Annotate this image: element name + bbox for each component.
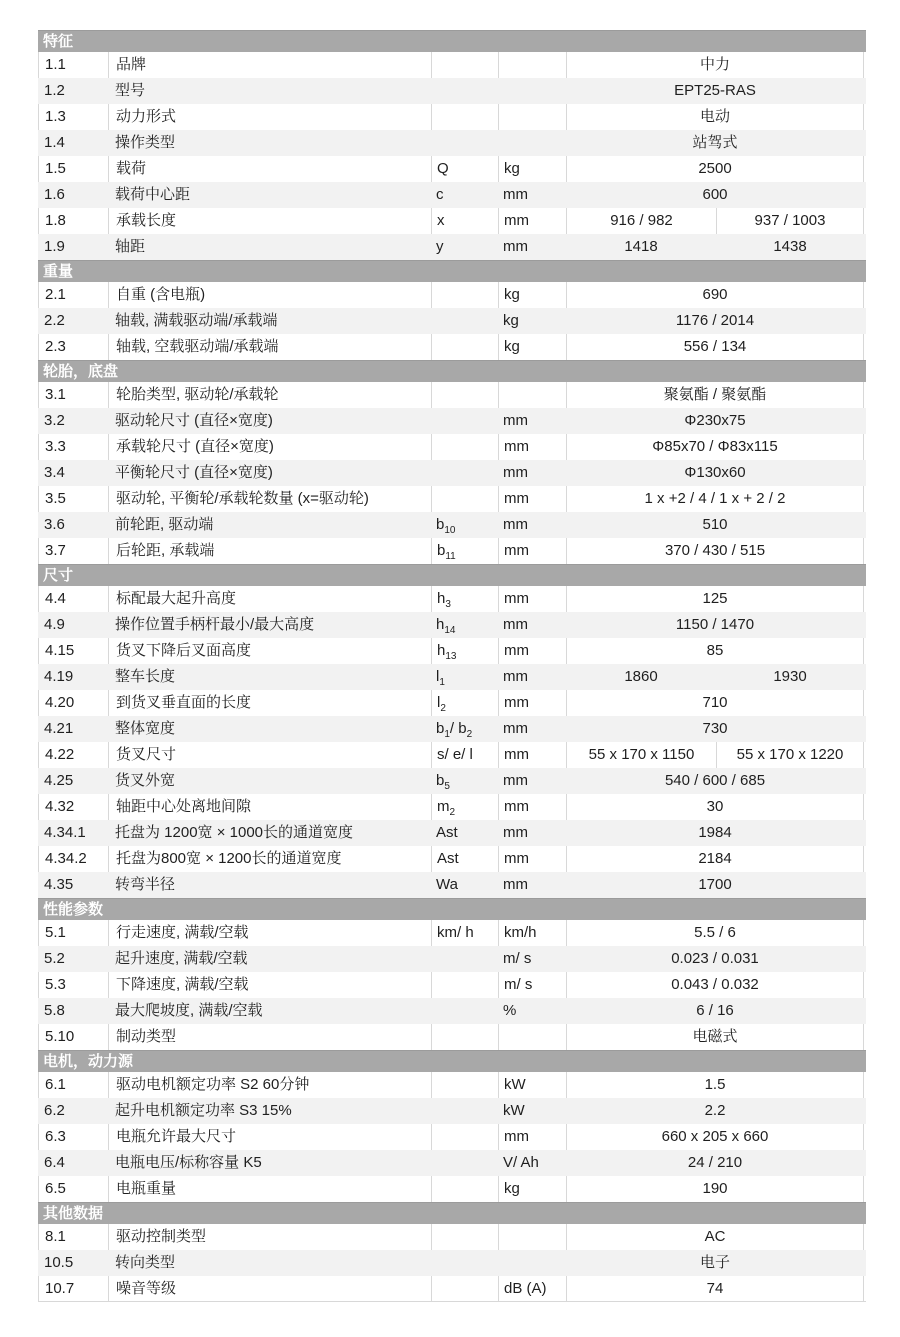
spec-row bbox=[38, 78, 866, 104]
spec-value: 125 bbox=[566, 586, 864, 612]
spec-symbol bbox=[431, 1276, 498, 1301]
spec-unit: % bbox=[503, 1002, 517, 1019]
spec-index: 6.4 bbox=[44, 1154, 65, 1171]
section-header: 电机，动力源 bbox=[38, 1050, 866, 1072]
spec-index: 2.1 bbox=[38, 282, 108, 308]
spec-symbol bbox=[431, 1124, 498, 1150]
spec-unit: mm bbox=[503, 772, 528, 789]
spec-value: 0.043 / 0.032 bbox=[566, 972, 864, 998]
spec-index: 1.3 bbox=[38, 104, 108, 130]
spec-value: 937 / 1003 bbox=[716, 208, 864, 234]
spec-unit: mm bbox=[498, 690, 566, 716]
spec-unit: mm bbox=[503, 412, 528, 429]
spec-symbol: $m_2$ bbox=[431, 794, 498, 820]
spec-label: 驱动电机额定功率 S2 60分钟 bbox=[108, 1072, 431, 1098]
spec-row bbox=[38, 1024, 866, 1050]
spec-value: 540 / 600 / 685 bbox=[664, 772, 766, 789]
spec-value: 1930 bbox=[773, 668, 807, 685]
spec-row bbox=[38, 382, 866, 408]
spec-label: 载荷 bbox=[108, 156, 431, 182]
spec-value: 2500 bbox=[566, 156, 864, 182]
spec-label: 托盘为 1200宽 × 1000长的通道宽度 bbox=[115, 824, 354, 841]
spec-row bbox=[38, 460, 866, 486]
spec-row bbox=[38, 972, 866, 998]
spec-label: 自重 (含电瓶) bbox=[108, 282, 431, 308]
spec-value: 6 / 16 bbox=[696, 1002, 734, 1019]
spec-row bbox=[38, 234, 866, 260]
section-header: 轮胎，底盘 bbox=[38, 360, 866, 382]
spec-symbol: s/ e/ l bbox=[431, 742, 498, 768]
spec-symbol bbox=[431, 460, 498, 486]
spec-index: 1.1 bbox=[38, 52, 108, 78]
spec-symbol bbox=[431, 434, 498, 460]
spec-row bbox=[38, 1072, 866, 1098]
spec-value: 1418 bbox=[624, 238, 658, 255]
spec-label: 行走速度, 满载/空载 bbox=[108, 920, 431, 946]
spec-symbol bbox=[431, 52, 498, 78]
section-header: 其他数据 bbox=[38, 1202, 866, 1224]
spec-label: 驱动轮, 平衡轮/承载轮数量 (x=驱动轮) bbox=[108, 486, 431, 512]
spec-label: 货叉下降后叉面高度 bbox=[108, 638, 431, 664]
spec-label: 轴载, 空载驱动端/承载端 bbox=[108, 334, 431, 360]
spec-index: 10.5 bbox=[44, 1254, 74, 1271]
spec-label: 品牌 bbox=[108, 52, 431, 78]
spec-index: 5.1 bbox=[38, 920, 108, 946]
spec-symbol bbox=[431, 334, 498, 360]
spec-symbol bbox=[431, 946, 498, 972]
spec-unit: mm bbox=[498, 1124, 566, 1150]
spec-value: 1 x +2 / 4 / 1 x + 2 / 2 bbox=[566, 486, 864, 512]
spec-symbol: $b_1/$ $b_2$ bbox=[436, 720, 473, 740]
spec-row bbox=[38, 920, 866, 946]
spec-row bbox=[38, 1124, 866, 1150]
spec-index: 8.1 bbox=[38, 1224, 108, 1250]
spec-label: 承载长度 bbox=[108, 208, 431, 234]
spec-index: 2.3 bbox=[38, 334, 108, 360]
spec-value: 710 bbox=[566, 690, 864, 716]
spec-value: 660 x 205 x 660 bbox=[566, 1124, 864, 1150]
spec-index: 1.4 bbox=[44, 134, 65, 151]
spec-row bbox=[38, 690, 866, 716]
spec-row bbox=[38, 486, 866, 512]
spec-label: 最大爬坡度, 满载/空载 bbox=[115, 1002, 263, 1019]
spec-unit: mm bbox=[498, 586, 566, 612]
spec-unit: mm bbox=[498, 742, 566, 768]
spec-index: 6.2 bbox=[44, 1102, 65, 1119]
spec-row bbox=[38, 1150, 866, 1176]
spec-value: Φ85x70 / Φ83x115 bbox=[566, 434, 864, 460]
spec-value: 1860 bbox=[624, 668, 658, 685]
spec-value: AC bbox=[566, 1224, 864, 1250]
section-header: 性能参数 bbox=[38, 898, 866, 920]
spec-unit: mm bbox=[503, 186, 528, 203]
spec-label: 承载轮尺寸 (直径×宽度) bbox=[108, 434, 431, 460]
spec-label: 前轮距, 驱动端 bbox=[115, 516, 214, 533]
spec-row bbox=[38, 998, 866, 1024]
spec-index: 6.3 bbox=[38, 1124, 108, 1150]
spec-symbol: $b_{10}$ bbox=[436, 516, 456, 536]
spec-row bbox=[38, 794, 866, 820]
spec-symbol: $b_{11}$ bbox=[431, 538, 498, 564]
spec-label: 电瓶重量 bbox=[108, 1176, 431, 1202]
spec-symbol: y bbox=[436, 238, 444, 255]
spec-symbol: Ast bbox=[436, 824, 458, 841]
spec-row bbox=[38, 872, 866, 898]
spec-symbol bbox=[431, 282, 498, 308]
spec-unit: mm bbox=[498, 638, 566, 664]
spec-unit: kW bbox=[503, 1102, 525, 1119]
spec-value: 2.2 bbox=[704, 1102, 726, 1119]
spec-value: 74 bbox=[566, 1276, 864, 1301]
spec-row bbox=[38, 946, 866, 972]
spec-unit: mm bbox=[498, 434, 566, 460]
spec-index: 3.4 bbox=[44, 464, 65, 481]
spec-symbol: Q bbox=[431, 156, 498, 182]
spec-symbol bbox=[431, 104, 498, 130]
spec-label: 转向类型 bbox=[115, 1254, 176, 1271]
spec-unit bbox=[498, 52, 566, 78]
spec-value: 5.5 / 6 bbox=[566, 920, 864, 946]
spec-symbol: $b_5$ bbox=[436, 772, 450, 792]
spec-unit bbox=[498, 130, 566, 156]
spec-unit: mm bbox=[503, 516, 528, 533]
spec-value: 55 x 170 x 1150 bbox=[566, 742, 716, 768]
spec-value: 690 bbox=[566, 282, 864, 308]
spec-unit: mm bbox=[498, 208, 566, 234]
spec-symbol: $h_{14}$ bbox=[436, 616, 456, 636]
spec-label: 轴载, 满载驱动端/承载端 bbox=[115, 312, 278, 329]
spec-value: 1176 / 2014 bbox=[675, 312, 755, 329]
spec-label: 起升电机额定功率 S3 15% bbox=[115, 1102, 292, 1119]
spec-index: 1.6 bbox=[44, 186, 65, 203]
spec-label: 到货叉垂直面的长度 bbox=[108, 690, 431, 716]
spec-value: EPT25-RAS bbox=[674, 82, 756, 99]
spec-unit: kg bbox=[498, 1176, 566, 1202]
spec-symbol: $l_2$ bbox=[431, 690, 498, 716]
spec-index: 4.20 bbox=[38, 690, 108, 716]
spec-index: 4.4 bbox=[38, 586, 108, 612]
spec-symbol: Wa bbox=[436, 876, 458, 893]
spec-value: 站驾式 bbox=[692, 134, 738, 151]
spec-value: 370 / 430 / 515 bbox=[566, 538, 864, 564]
spec-symbol bbox=[431, 1176, 498, 1202]
spec-unit: m/ s bbox=[498, 972, 566, 998]
spec-index: 4.21 bbox=[44, 720, 74, 737]
spec-symbol: $h_{13}$ bbox=[431, 638, 498, 664]
spec-value: 556 / 134 bbox=[566, 334, 864, 360]
spec-label: 驱动控制类型 bbox=[108, 1224, 431, 1250]
spec-value: 1984 bbox=[698, 824, 732, 841]
spec-symbol: km/ h bbox=[431, 920, 498, 946]
spec-label: 轴距中心处离地间隙 bbox=[108, 794, 431, 820]
spec-row bbox=[38, 586, 866, 612]
spec-label: 轴距 bbox=[115, 238, 146, 255]
spec-unit: mm bbox=[503, 668, 528, 685]
spec-unit: mm bbox=[503, 238, 528, 255]
spec-symbol bbox=[431, 1150, 498, 1176]
spec-symbol bbox=[431, 408, 498, 434]
spec-unit: mm bbox=[503, 876, 528, 893]
spec-symbol bbox=[431, 382, 498, 408]
spec-unit: kW bbox=[498, 1072, 566, 1098]
spec-label: 标配最大起升高度 bbox=[108, 586, 431, 612]
spec-index: 1.2 bbox=[44, 82, 65, 99]
spec-index: 3.6 bbox=[44, 516, 65, 533]
spec-symbol bbox=[431, 308, 498, 334]
spec-index: 6.1 bbox=[38, 1072, 108, 1098]
spec-unit bbox=[498, 78, 566, 104]
spec-row bbox=[38, 820, 866, 846]
spec-row bbox=[38, 408, 866, 434]
spec-label: 整体宽度 bbox=[115, 720, 176, 737]
spec-row bbox=[38, 612, 866, 638]
spec-unit: mm bbox=[503, 824, 528, 841]
spec-label: 制动类型 bbox=[108, 1024, 431, 1050]
spec-row bbox=[38, 308, 866, 334]
spec-label: 转弯半径 bbox=[115, 876, 176, 893]
spec-symbol: $h_3$ bbox=[431, 586, 498, 612]
spec-label: 操作类型 bbox=[115, 134, 176, 151]
spec-index: 1.5 bbox=[38, 156, 108, 182]
spec-symbol bbox=[431, 486, 498, 512]
spec-index: 10.7 bbox=[38, 1276, 108, 1301]
spec-row bbox=[38, 434, 866, 460]
spec-value: 中力 bbox=[566, 52, 864, 78]
spec-symbol: Ast bbox=[431, 846, 498, 872]
spec-unit: dB (A) bbox=[498, 1276, 566, 1301]
spec-row bbox=[38, 282, 866, 308]
spec-value: 1700 bbox=[698, 876, 732, 893]
spec-index: 3.5 bbox=[38, 486, 108, 512]
spec-row bbox=[38, 1276, 866, 1302]
spec-value: 55 x 170 x 1220 bbox=[716, 742, 864, 768]
spec-row bbox=[38, 768, 866, 794]
spec-index: 4.15 bbox=[38, 638, 108, 664]
spec-symbol bbox=[431, 972, 498, 998]
spec-unit: kg bbox=[498, 156, 566, 182]
spec-label: 噪音等级 bbox=[108, 1276, 431, 1301]
spec-symbol bbox=[431, 1250, 498, 1276]
spec-symbol: c bbox=[436, 186, 444, 203]
spec-unit bbox=[498, 1224, 566, 1250]
spec-value: Φ130x60 bbox=[684, 464, 746, 481]
spec-unit: mm bbox=[498, 794, 566, 820]
spec-row bbox=[38, 334, 866, 360]
spec-unit: kg bbox=[498, 282, 566, 308]
spec-index: 2.2 bbox=[44, 312, 65, 329]
spec-label: 货叉尺寸 bbox=[108, 742, 431, 768]
spec-value: 1150 / 1470 bbox=[675, 616, 755, 633]
spec-row bbox=[38, 1176, 866, 1202]
spec-index: 5.2 bbox=[44, 950, 65, 967]
spec-label: 后轮距, 承载端 bbox=[108, 538, 431, 564]
spec-symbol bbox=[431, 1072, 498, 1098]
spec-unit: kg bbox=[503, 312, 519, 329]
spec-index: 4.35 bbox=[44, 876, 74, 893]
spec-label: 轮胎类型, 驱动轮/承载轮 bbox=[108, 382, 431, 408]
spec-value: 电磁式 bbox=[566, 1024, 864, 1050]
spec-unit bbox=[498, 1250, 566, 1276]
spec-unit: kg bbox=[498, 334, 566, 360]
spec-unit: mm bbox=[498, 846, 566, 872]
spec-symbol bbox=[431, 998, 498, 1024]
spec-value: 2184 bbox=[566, 846, 864, 872]
spec-label: 动力形式 bbox=[108, 104, 431, 130]
spec-value: 1438 bbox=[773, 238, 807, 255]
spec-index: 4.34.1 bbox=[44, 824, 86, 841]
spec-symbol bbox=[431, 1024, 498, 1050]
spec-index: 6.5 bbox=[38, 1176, 108, 1202]
spec-index: 5.8 bbox=[44, 1002, 65, 1019]
spec-index: 4.32 bbox=[38, 794, 108, 820]
section-header: 特征 bbox=[38, 30, 866, 52]
spec-unit: km/h bbox=[498, 920, 566, 946]
spec-index: 4.9 bbox=[44, 616, 65, 633]
spec-index: 3.2 bbox=[44, 412, 65, 429]
spec-value: 600 bbox=[702, 186, 728, 203]
spec-index: 3.3 bbox=[38, 434, 108, 460]
spec-row bbox=[38, 208, 866, 234]
spec-symbol bbox=[431, 1224, 498, 1250]
spec-row bbox=[38, 846, 866, 872]
spec-label: 驱动轮尺寸 (直径×宽度) bbox=[115, 412, 273, 429]
spec-label: 操作位置手柄杆最小/最大高度 bbox=[115, 616, 315, 633]
spec-index: 3.1 bbox=[38, 382, 108, 408]
spec-index: 5.10 bbox=[38, 1024, 108, 1050]
spec-row bbox=[38, 742, 866, 768]
spec-value: 24 / 210 bbox=[687, 1154, 743, 1171]
spec-label: 电瓶允许最大尺寸 bbox=[108, 1124, 431, 1150]
spec-label: 平衡轮尺寸 (直径×宽度) bbox=[115, 464, 273, 481]
spec-row bbox=[38, 538, 866, 564]
spec-label: 下降速度, 满载/空载 bbox=[108, 972, 431, 998]
spec-index: 4.34.2 bbox=[38, 846, 108, 872]
spec-value: Φ230x75 bbox=[684, 412, 746, 429]
spec-index: 5.3 bbox=[38, 972, 108, 998]
spec-unit: mm bbox=[503, 720, 528, 737]
spec-row bbox=[38, 664, 866, 690]
section-header: 重量 bbox=[38, 260, 866, 282]
spec-row bbox=[38, 1250, 866, 1276]
spec-label: 托盘为800宽 × 1200长的通道宽度 bbox=[108, 846, 431, 872]
spec-symbol: x bbox=[431, 208, 498, 234]
spec-unit: m/ s bbox=[503, 950, 532, 967]
spec-symbol bbox=[431, 78, 498, 104]
spec-label: 电瓶电压/标称容量 K5 bbox=[115, 1154, 262, 1171]
spec-value: 916 / 982 bbox=[566, 208, 716, 234]
spec-index: 1.9 bbox=[44, 238, 65, 255]
spec-value: 30 bbox=[566, 794, 864, 820]
spec-row bbox=[38, 1098, 866, 1124]
spec-index: 4.19 bbox=[44, 668, 74, 685]
spec-unit bbox=[498, 104, 566, 130]
section-header: 尺寸 bbox=[38, 564, 866, 586]
spec-label: 载荷中心距 bbox=[115, 186, 191, 203]
spec-label: 型号 bbox=[115, 82, 146, 99]
spec-unit: mm bbox=[498, 486, 566, 512]
spec-index: 1.8 bbox=[38, 208, 108, 234]
spec-row bbox=[38, 52, 866, 78]
spec-unit: mm bbox=[503, 616, 528, 633]
spec-row bbox=[38, 512, 866, 538]
spec-index: 3.7 bbox=[38, 538, 108, 564]
spec-value: 730 bbox=[702, 720, 728, 737]
spec-unit: mm bbox=[503, 464, 528, 481]
spec-value: 1.5 bbox=[566, 1072, 864, 1098]
spec-unit: V/ Ah bbox=[503, 1154, 539, 1171]
spec-value: 聚氨酯 / 聚氨酯 bbox=[566, 382, 864, 408]
spec-row bbox=[38, 638, 866, 664]
spec-unit: mm bbox=[498, 538, 566, 564]
spec-label: 起升速度, 满载/空载 bbox=[115, 950, 248, 967]
spec-row bbox=[38, 182, 866, 208]
spec-unit bbox=[498, 1024, 566, 1050]
spec-row bbox=[38, 104, 866, 130]
spec-label: 整车长度 bbox=[115, 668, 176, 685]
spec-value: 510 bbox=[702, 516, 728, 533]
spec-value: 190 bbox=[566, 1176, 864, 1202]
spec-index: 4.22 bbox=[38, 742, 108, 768]
spec-value: 电子 bbox=[699, 1254, 730, 1271]
spec-value: 电动 bbox=[566, 104, 864, 130]
spec-symbol bbox=[431, 1098, 498, 1124]
spec-table bbox=[38, 30, 866, 1302]
spec-label: 货叉外宽 bbox=[115, 772, 176, 789]
spec-index: 4.25 bbox=[44, 772, 74, 789]
spec-row bbox=[38, 130, 866, 156]
spec-value: 85 bbox=[566, 638, 864, 664]
spec-value: 0.023 / 0.031 bbox=[671, 950, 759, 967]
spec-symbol: $l_1$ bbox=[436, 668, 445, 688]
spec-unit bbox=[498, 382, 566, 408]
spec-row bbox=[38, 1224, 866, 1250]
spec-symbol bbox=[431, 130, 498, 156]
spec-row bbox=[38, 156, 866, 182]
spec-row bbox=[38, 716, 866, 742]
